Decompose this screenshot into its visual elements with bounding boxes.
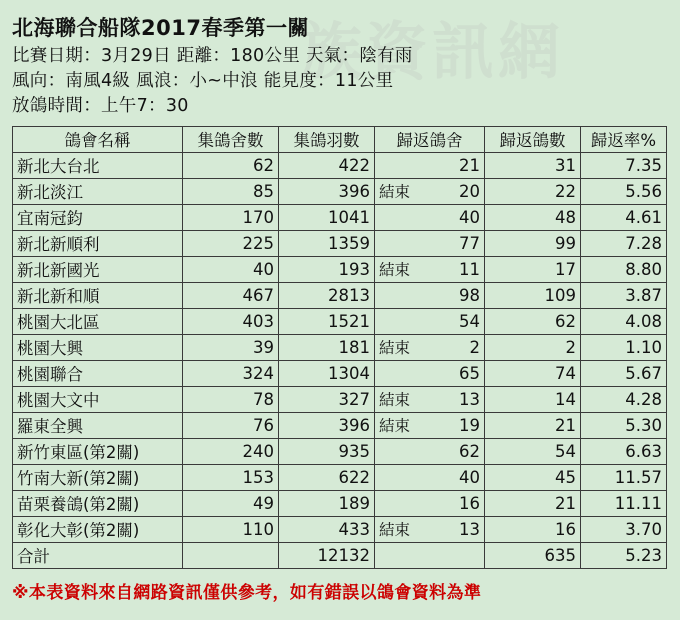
cell-birds: 2813 bbox=[279, 282, 375, 308]
cell-club-name: 桃園大北區 bbox=[13, 308, 183, 334]
cell-birds: 12132 bbox=[279, 542, 375, 568]
column-header-lofts: 集鴿舍數 bbox=[183, 126, 279, 152]
cell-birds: 1359 bbox=[279, 230, 375, 256]
table-header-row bbox=[13, 126, 667, 152]
cell-club-name: 新北大台北 bbox=[13, 152, 183, 178]
cell-returned-lofts: 21 bbox=[375, 152, 485, 178]
cell-return-rate: 4.28 bbox=[581, 386, 667, 412]
cell-return-rate: 7.28 bbox=[581, 230, 667, 256]
cell-lofts: 403 bbox=[183, 308, 279, 334]
cell-returned-birds: 45 bbox=[485, 464, 581, 490]
cell-returned-birds: 2 bbox=[485, 334, 581, 360]
cell-birds: 622 bbox=[279, 464, 375, 490]
cell-club-name: 桃園聯合 bbox=[13, 360, 183, 386]
cell-returned-lofts: 40 bbox=[375, 464, 485, 490]
cell-birds: 433 bbox=[279, 516, 375, 542]
table-row bbox=[13, 204, 667, 230]
cell-birds: 181 bbox=[279, 334, 375, 360]
cell-returned-birds: 54 bbox=[485, 438, 581, 464]
column-header-returned-lofts: 歸返鴿舍 bbox=[375, 126, 485, 152]
cell-returned-lofts: 結束 13 bbox=[375, 386, 485, 412]
cell-lofts: 85 bbox=[183, 178, 279, 204]
table-row bbox=[13, 438, 667, 464]
cell-club-name: 桃園大興 bbox=[13, 334, 183, 360]
cell-lofts: 153 bbox=[183, 464, 279, 490]
cell-returned-birds: 635 bbox=[485, 542, 581, 568]
cell-returned-birds: 109 bbox=[485, 282, 581, 308]
cell-return-rate: 5.56 bbox=[581, 178, 667, 204]
cell-lofts: 324 bbox=[183, 360, 279, 386]
finished-badge: 結束 bbox=[379, 261, 411, 280]
table-row bbox=[13, 464, 667, 490]
table-header bbox=[13, 126, 667, 152]
cell-lofts: 76 bbox=[183, 412, 279, 438]
cell-returned-lofts: 77 bbox=[375, 230, 485, 256]
cell-returned-lofts: 65 bbox=[375, 360, 485, 386]
cell-returned-birds: 21 bbox=[485, 412, 581, 438]
cell-returned-lofts: 結束 11 bbox=[375, 256, 485, 282]
cell-returned-birds: 62 bbox=[485, 308, 581, 334]
cell-returned-lofts: 98 bbox=[375, 282, 485, 308]
finished-badge: 結束 bbox=[379, 391, 411, 410]
cell-club-name: 新北新和順 bbox=[13, 282, 183, 308]
cell-return-rate: 11.11 bbox=[581, 490, 667, 516]
watermark-text: 族資訊網 bbox=[300, 15, 565, 88]
cell-club-name: 苗栗養鴿(第2關) bbox=[13, 490, 183, 516]
footnote: ※本表資料來自網路資訊僅供參考，如有錯誤以鴿會資料為準 bbox=[12, 582, 482, 603]
cell-returned-lofts: 結束 13 bbox=[375, 516, 485, 542]
table-total-row bbox=[13, 542, 667, 568]
cell-return-rate: 5.67 bbox=[581, 360, 667, 386]
cell-birds: 327 bbox=[279, 386, 375, 412]
cell-return-rate: 3.87 bbox=[581, 282, 667, 308]
cell-birds: 396 bbox=[279, 178, 375, 204]
cell-birds: 1041 bbox=[279, 204, 375, 230]
cell-return-rate: 3.70 bbox=[581, 516, 667, 542]
cell-return-rate: 1.10 bbox=[581, 334, 667, 360]
cell-returned-lofts: 40 bbox=[375, 204, 485, 230]
cell-return-rate: 6.63 bbox=[581, 438, 667, 464]
cell-return-rate: 7.35 bbox=[581, 152, 667, 178]
cell-lofts: 240 bbox=[183, 438, 279, 464]
cell-lofts: 62 bbox=[183, 152, 279, 178]
document-content bbox=[12, 14, 668, 603]
cell-club-name: 新北新順利 bbox=[13, 230, 183, 256]
results-table bbox=[12, 126, 667, 569]
table-row bbox=[13, 360, 667, 386]
cell-lofts: 39 bbox=[183, 334, 279, 360]
cell-returned-birds: 21 bbox=[485, 490, 581, 516]
cell-lofts bbox=[183, 542, 279, 568]
table-row bbox=[13, 412, 667, 438]
finished-badge: 結束 bbox=[379, 417, 411, 436]
table-row bbox=[13, 386, 667, 412]
table-row bbox=[13, 178, 667, 204]
cell-lofts: 225 bbox=[183, 230, 279, 256]
cell-returned-birds: 16 bbox=[485, 516, 581, 542]
cell-returned-birds: 31 bbox=[485, 152, 581, 178]
cell-lofts: 49 bbox=[183, 490, 279, 516]
finished-badge: 結束 bbox=[379, 521, 411, 540]
cell-birds: 1521 bbox=[279, 308, 375, 334]
cell-lofts: 170 bbox=[183, 204, 279, 230]
cell-lofts: 110 bbox=[183, 516, 279, 542]
column-header-return-rate: 歸返率% bbox=[581, 126, 667, 152]
table-row bbox=[13, 256, 667, 282]
cell-club-name: 桃園大文中 bbox=[13, 386, 183, 412]
cell-birds: 422 bbox=[279, 152, 375, 178]
cell-return-rate: 5.30 bbox=[581, 412, 667, 438]
table-row bbox=[13, 516, 667, 542]
table-row bbox=[13, 334, 667, 360]
cell-birds: 935 bbox=[279, 438, 375, 464]
column-header-club: 鴿會名稱 bbox=[13, 126, 183, 152]
finished-badge: 結束 bbox=[379, 339, 411, 358]
cell-birds: 189 bbox=[279, 490, 375, 516]
cell-returned-birds: 48 bbox=[485, 204, 581, 230]
cell-club-name: 新北新國光 bbox=[13, 256, 183, 282]
cell-return-rate: 4.61 bbox=[581, 204, 667, 230]
column-header-returned-birds: 歸返鴿數 bbox=[485, 126, 581, 152]
cell-return-rate: 8.80 bbox=[581, 256, 667, 282]
cell-returned-birds: 22 bbox=[485, 178, 581, 204]
table-row bbox=[13, 490, 667, 516]
table-body bbox=[13, 152, 667, 568]
cell-club-name: 羅東全興 bbox=[13, 412, 183, 438]
cell-return-rate: 4.08 bbox=[581, 308, 667, 334]
finished-badge: 結束 bbox=[379, 183, 411, 202]
race-header bbox=[12, 14, 668, 119]
cell-returned-birds: 99 bbox=[485, 230, 581, 256]
cell-returned-birds: 14 bbox=[485, 386, 581, 412]
cell-club-name: 新竹東區(第2關) bbox=[13, 438, 183, 464]
cell-birds: 193 bbox=[279, 256, 375, 282]
cell-return-rate: 11.57 bbox=[581, 464, 667, 490]
cell-returned-lofts: 結束 19 bbox=[375, 412, 485, 438]
cell-return-rate: 5.23 bbox=[581, 542, 667, 568]
cell-club-name: 宜南冠鈞 bbox=[13, 204, 183, 230]
cell-returned-lofts: 結束 2 bbox=[375, 334, 485, 360]
table-row bbox=[13, 152, 667, 178]
cell-returned-birds: 74 bbox=[485, 360, 581, 386]
cell-returned-lofts bbox=[375, 542, 485, 568]
race-release-time: 放鴿時間：上午7：30 bbox=[12, 96, 189, 117]
table-row bbox=[13, 308, 667, 334]
page-title: 北海聯合船隊2017春季第一關 bbox=[12, 16, 309, 40]
cell-lofts: 467 bbox=[183, 282, 279, 308]
cell-club-name: 竹南大新(第2關) bbox=[13, 464, 183, 490]
race-wind-wave-visibility: 風向：南風4級 風浪：小~中浪 能見度：11公里 bbox=[12, 71, 394, 92]
cell-lofts: 78 bbox=[183, 386, 279, 412]
cell-club-name: 彰化大彰(第2關) bbox=[13, 516, 183, 542]
cell-returned-lofts: 16 bbox=[375, 490, 485, 516]
cell-club-name: 新北淡江 bbox=[13, 178, 183, 204]
cell-lofts: 40 bbox=[183, 256, 279, 282]
cell-returned-lofts: 62 bbox=[375, 438, 485, 464]
race-date-distance-weather: 比賽日期：3月29日 距離：180公里 天氣：陰有雨 bbox=[12, 46, 413, 67]
column-header-birds: 集鴿羽數 bbox=[279, 126, 375, 152]
cell-club-name: 合計 bbox=[13, 542, 183, 568]
cell-returned-birds: 17 bbox=[485, 256, 581, 282]
cell-returned-lofts: 結束 20 bbox=[375, 178, 485, 204]
cell-birds: 1304 bbox=[279, 360, 375, 386]
cell-returned-lofts: 54 bbox=[375, 308, 485, 334]
table-row bbox=[13, 230, 667, 256]
table-row bbox=[13, 282, 667, 308]
cell-birds: 396 bbox=[279, 412, 375, 438]
